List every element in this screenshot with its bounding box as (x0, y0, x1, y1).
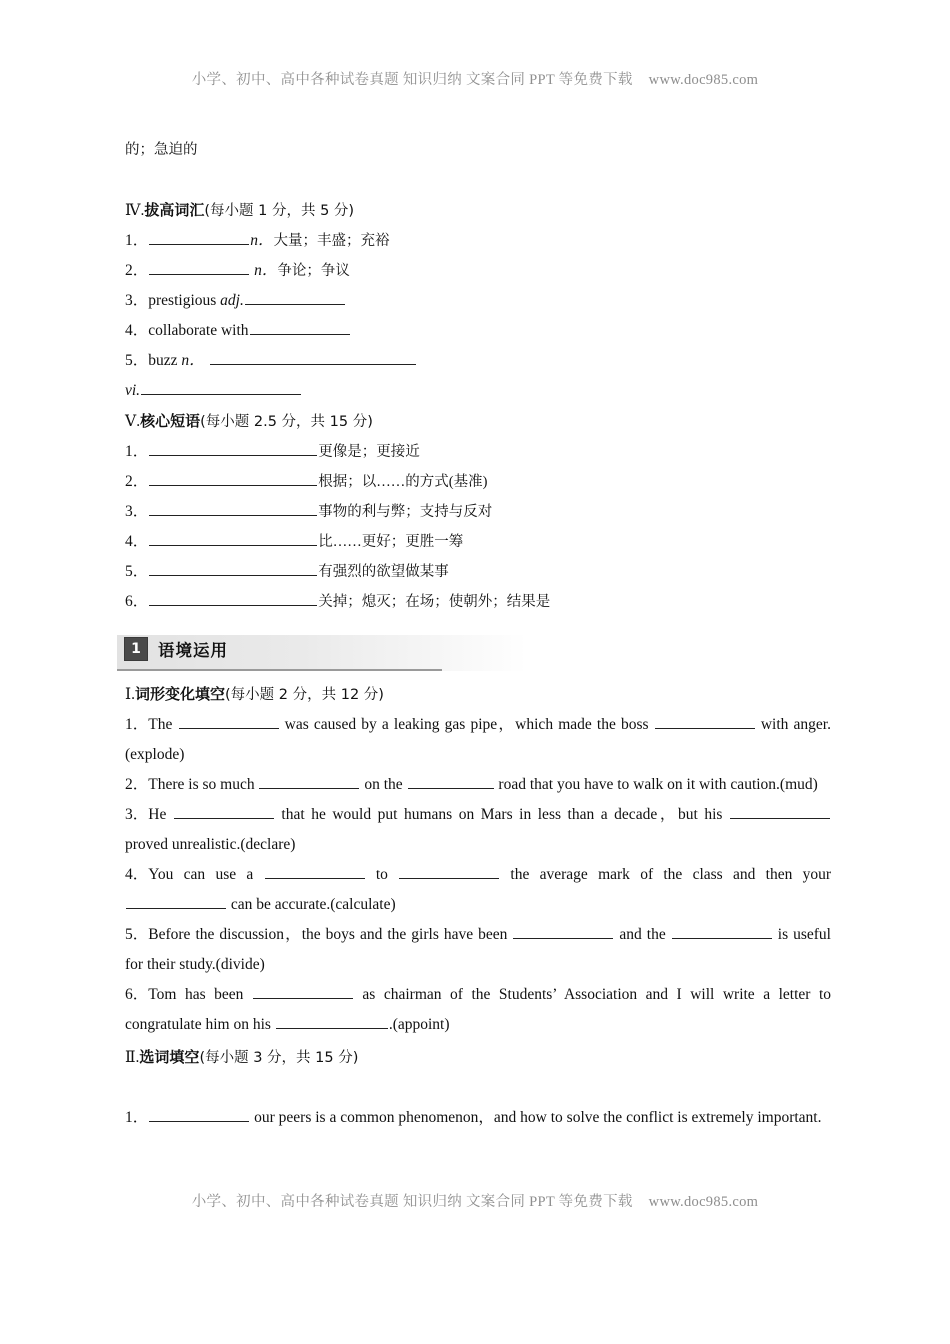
exercise-2-roman: Ⅱ (125, 1049, 136, 1066)
phrase-item-5 (125, 557, 831, 587)
item-number: 2． (125, 262, 149, 279)
phrase-item-3 (125, 497, 831, 527)
item-number: 6． (125, 593, 149, 610)
exercise-2-title: 选词填空 (139, 1048, 200, 1066)
question-2 (125, 770, 831, 800)
carryover-line (125, 135, 831, 165)
question-text: There is so much (148, 776, 259, 793)
item-word: buzz (148, 352, 182, 369)
section-heading-4 (125, 195, 831, 226)
vocab-item-1 (125, 226, 831, 256)
part-of-speech: n． (181, 352, 205, 369)
answer-blank[interactable] (253, 983, 353, 999)
exercise-block-2 (125, 1042, 831, 1133)
question-5 (125, 920, 831, 980)
watermark-header (0, 68, 950, 89)
item-word: prestigious (148, 292, 221, 309)
watermark-text: 小学、初中、高中各种试卷真题 知识归纳 文案合同 PPT 等免费下载 (191, 1194, 633, 1210)
question-text: on the (360, 776, 407, 793)
answer-blank[interactable] (149, 229, 249, 245)
item-number: 2． (125, 473, 149, 490)
answer-blank[interactable] (210, 349, 416, 365)
answer-blank[interactable] (259, 773, 359, 789)
item-meaning: 根据；以……的方式(基准) (318, 474, 488, 490)
exercise-1-title: 词形变化填空 (135, 685, 226, 703)
question-text: road that you have to walk on it with caution.(mud) (494, 776, 818, 793)
question-number: 3． (125, 806, 149, 823)
vocab-item-4 (125, 316, 831, 346)
exercise-1-scoring: (每小题 2 分，共 12 分) (225, 687, 384, 703)
question-text: the average mark of the class and then your (500, 866, 832, 883)
answer-blank[interactable] (672, 923, 772, 939)
item-meaning: 关掉；熄灭；在场；使朝外；结果是 (318, 594, 551, 610)
question-text: Tom has been (148, 986, 252, 1003)
item-meaning: 更像是；更接近 (318, 444, 420, 460)
exercise-1-roman: Ⅰ (125, 686, 132, 703)
question-6 (125, 980, 831, 1040)
exercise-2-dot: . (135, 1049, 140, 1066)
question-4 (125, 860, 831, 920)
vocab-item-5-extra (125, 376, 831, 406)
answer-blank[interactable] (149, 560, 317, 576)
vocab-item-3 (125, 286, 831, 316)
item-number: 3． (125, 292, 149, 309)
item-meaning: 有强烈的欲望做某事 (318, 564, 449, 580)
question-text: The (148, 716, 178, 733)
question-number: 2． (125, 776, 149, 793)
section-5-dot: . (136, 413, 141, 430)
watermark-url: www.doc985.com (648, 72, 759, 88)
question-text: You can use a (148, 866, 264, 883)
question-text: He (148, 806, 173, 823)
section-4-roman: Ⅳ (125, 202, 141, 219)
answer-blank[interactable] (149, 470, 317, 486)
watermark-footer (0, 1190, 950, 1211)
question-text: can be accurate.(calculate) (227, 896, 396, 913)
answer-blank[interactable] (408, 773, 494, 789)
item-number: 1． (125, 232, 149, 249)
question-number: 4． (125, 866, 149, 883)
section-5-roman: Ⅴ (125, 413, 137, 430)
question-text: with anger.(explode) (125, 716, 831, 763)
item-number: 5． (125, 352, 149, 369)
part-of-speech: n． (254, 262, 278, 279)
section-number-badge: 1 (125, 638, 147, 660)
answer-blank[interactable] (149, 440, 317, 456)
answer-blank[interactable] (513, 923, 613, 939)
item-number: 4． (125, 322, 149, 339)
part-of-speech: vi. (125, 382, 141, 399)
banner-title: 语境运用 (158, 641, 228, 660)
question-text: is useful for their study.(divide) (125, 926, 831, 973)
question-text: and the (614, 926, 671, 943)
exercise-heading-1 (125, 679, 831, 710)
item-meaning: 争论；争议 (277, 263, 350, 279)
section-5-title: 核心短语 (140, 412, 201, 430)
question-text: was caused by a leaking gas pipe，which made the boss (279, 716, 654, 733)
answer-blank[interactable] (149, 259, 249, 275)
phrase-item-4 (125, 527, 831, 557)
section-banner (125, 633, 831, 675)
answer-blank[interactable] (250, 319, 350, 335)
section-heading-5 (125, 406, 831, 437)
section-4-title: 拔高词汇 (144, 201, 205, 219)
question-text: .(appoint) (388, 1016, 450, 1033)
question-2-1 (125, 1103, 831, 1133)
answer-blank[interactable] (655, 713, 755, 729)
answer-blank[interactable] (730, 803, 830, 819)
item-number: 4． (125, 533, 149, 550)
item-number: 3． (125, 503, 149, 520)
answer-blank[interactable] (149, 500, 317, 516)
exercise-block-1 (125, 679, 831, 1040)
section-4-scoring: (每小题 1 分，共 5 分) (204, 203, 355, 219)
phrase-item-2 (125, 467, 831, 497)
question-1 (125, 710, 831, 770)
exercise-heading-2 (125, 1042, 831, 1073)
item-meaning: 事物的利与弊；支持与反对 (318, 504, 493, 520)
question-text: to (365, 866, 399, 883)
phrase-item-6 (125, 587, 831, 617)
section-5-scoring: (每小题 2.5 分，共 15 分) (200, 414, 373, 430)
answer-blank[interactable] (245, 289, 345, 305)
answer-blank[interactable] (126, 893, 226, 909)
vocab-item-5 (125, 346, 831, 376)
answer-blank[interactable] (149, 590, 317, 606)
item-word: collaborate with (148, 322, 249, 339)
question-text: that he would put humans on Mars in less than a decade，but his (274, 806, 729, 823)
document-body (125, 135, 831, 1133)
question-number: 6． (125, 986, 149, 1003)
item-number: 1． (125, 443, 149, 460)
question-text: proved unrealistic.(declare) (125, 836, 296, 853)
answer-blank[interactable] (141, 379, 301, 395)
question-text: Before the discussion，the boys and the girls have been (148, 926, 513, 943)
banner-underline-rule (117, 669, 442, 671)
question-number: 1． (125, 1109, 149, 1126)
question-text: as chairman of the Students’ Association and I will write a letter to congratulate him on his (125, 986, 831, 1033)
exercise-1-dot: . (131, 686, 135, 703)
vocab-item-2 (125, 256, 831, 286)
answer-blank[interactable] (265, 863, 365, 879)
item-number: 5． (125, 563, 149, 580)
answer-blank[interactable] (149, 1106, 249, 1122)
answer-blank[interactable] (399, 863, 499, 879)
exercise-2-scoring: (每小题 3 分，共 15 分) (199, 1050, 359, 1066)
watermark-url: www.doc985.com (648, 1194, 759, 1210)
question-text: our peers is a common phenomenon，and how to solve the conflict is extremely important. (250, 1109, 822, 1126)
answer-blank[interactable] (174, 803, 274, 819)
question-3 (125, 800, 831, 860)
question-number: 1． (125, 716, 149, 733)
section-4-dot: . (140, 202, 145, 219)
banner-content (125, 637, 228, 661)
carryover-text: 的；急迫的 (125, 142, 198, 158)
watermark-text: 小学、初中、高中各种试卷真题 知识归纳 文案合同 PPT 等免费下载 (191, 72, 633, 88)
answer-blank[interactable] (276, 1013, 388, 1029)
phrase-item-1 (125, 437, 831, 467)
question-number: 5． (125, 926, 149, 943)
part-of-speech: adj. (220, 292, 244, 309)
item-meaning: 大量；丰盛；充裕 (273, 233, 390, 249)
item-meaning: 比……更好；更胜一筹 (318, 534, 464, 550)
answer-blank[interactable] (179, 713, 279, 729)
answer-blank[interactable] (149, 530, 317, 546)
part-of-speech: n． (250, 232, 274, 249)
